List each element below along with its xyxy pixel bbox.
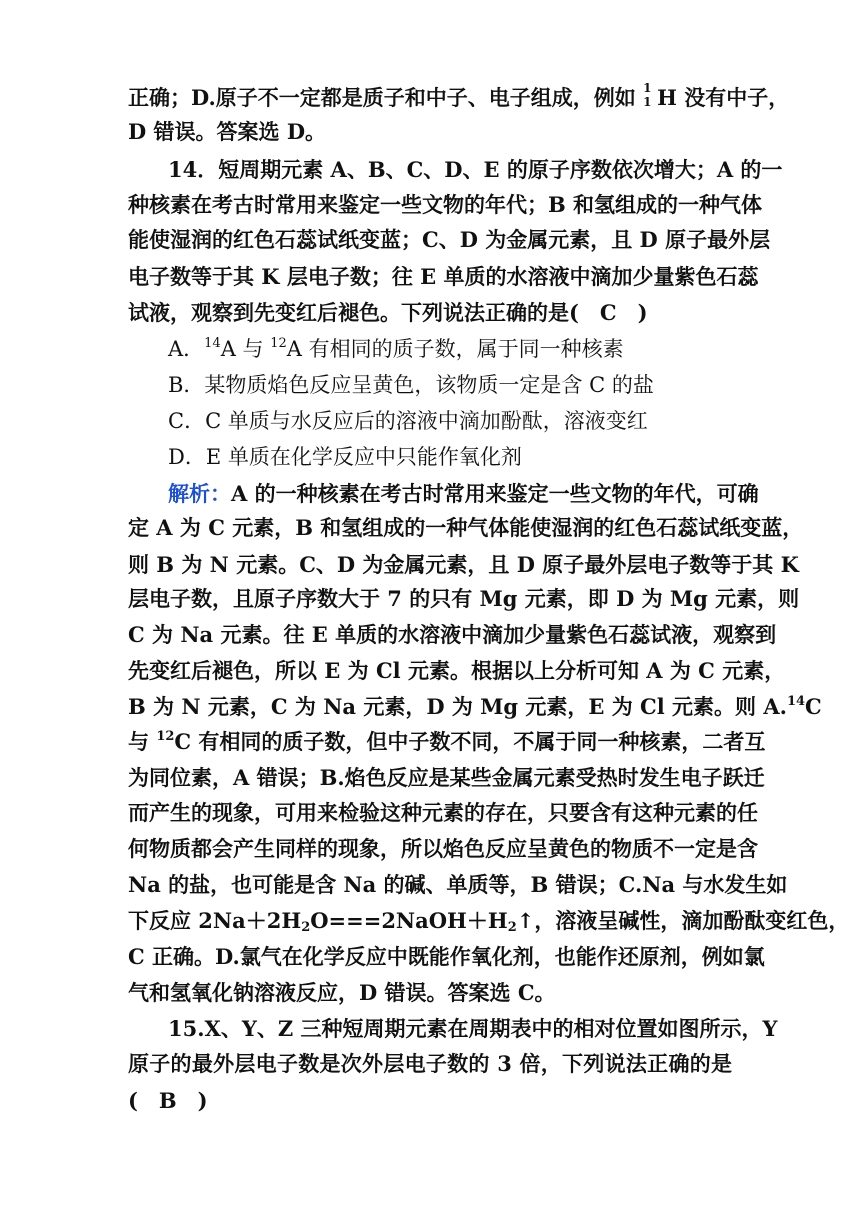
superscript: 12 <box>156 729 175 744</box>
text-segment: O===2NaOH＋H <box>310 908 508 933</box>
atomic-number: 1 <box>643 95 652 109</box>
text-segment: 则 B 为 N 元素。C、D 为金属元素，且 D 原子最外层电子数等于其 K <box>128 552 799 577</box>
text-line <box>128 793 758 833</box>
text-line <box>128 687 822 727</box>
text-segment: ( B ) <box>128 1088 208 1113</box>
text-line <box>128 257 759 297</box>
text-line <box>128 185 763 225</box>
text-segment: 种核素在考古时常用来鉴定一些文物的年代；B 和氢组成的一种气体 <box>128 192 763 217</box>
text-segment: ↑，溶液呈碱性，滴加酚酞变红色， <box>516 908 850 933</box>
superscript: 14 <box>204 336 221 351</box>
mass-number: 1 <box>643 81 652 95</box>
text-line <box>168 150 783 190</box>
text-line <box>168 401 732 441</box>
text-segment: C 为 Na 元素。往 E 单质的水溶液中滴加少量紫色石蕊试液，观察到 <box>128 622 777 647</box>
text-segment: C．C 单质与水反应后的溶液中滴加酚酞，溶液变红 <box>168 409 648 433</box>
text-segment: 与 <box>128 729 157 754</box>
text-segment: H 没有中子， <box>657 85 790 110</box>
text-segment: Na 的盐，也可能是含 Na 的碱、单质等，B 错误；C.Na 与水发生如 <box>128 872 788 897</box>
text-line <box>128 651 786 691</box>
text-segment: B．某物质焰色反应呈黄色，该物质一定是含 C 的盐 <box>168 373 654 397</box>
text-segment: 而产生的现象，可用来检验这种元素的存在，只要含有这种元素的任 <box>128 800 758 825</box>
text-segment: 试液，观察到先变红后褪色。下列说法正确的是( C ) <box>128 300 648 325</box>
text-segment: 何物质都会产生同样的现象，所以焰色反应呈黄色的物质不一定是含 <box>128 836 758 861</box>
text-segment: 层电子数，且原子序数大于 7 的只有 Mg 元素，即 D 为 Mg 元素，则 <box>128 586 800 611</box>
text-line <box>128 722 766 762</box>
text-segment: 下反应 2Na＋2H <box>128 908 302 933</box>
text-segment: C 正确。D.氯气在化学反应中既能作氧化剂，也能作还原剂，例如氯 <box>128 944 765 969</box>
text-segment: 14．短周期元素 A、B、C、D、E 的原子序数依次增大；A 的一 <box>168 157 783 182</box>
text-line <box>128 579 800 619</box>
text-segment: 15.X、Y、Z 三种短周期元素在周期表中的相对位置如图所示，Y <box>168 1016 778 1041</box>
text-line <box>128 937 765 977</box>
subscript: 2 <box>301 920 311 935</box>
text-line <box>128 1044 732 1084</box>
text-line <box>128 1081 732 1121</box>
text-segment: B 为 N 元素，C 为 Na 元素，D 为 Mg 元素，E 为 Cl 元素。则 A. <box>128 694 787 719</box>
text-segment: A 与 <box>220 337 271 361</box>
text-segment: 为同位素，A 错误；B.焰色反应是某些金属元素受热时发生电子跃迁 <box>128 765 765 790</box>
text-segment: 能使湿润的红色石蕊试纸变蓝；C、D 为金属元素，且 D 原子最外层 <box>128 227 771 252</box>
text-segment: 定 A 为 C 元素，B 和氢组成的一种气体能使湿润的红色石蕊试纸变蓝， <box>128 515 804 540</box>
text-segment: D 错误。答案选 D。 <box>128 119 327 144</box>
text-line <box>128 973 732 1013</box>
text-segment: C <box>805 694 822 719</box>
text-line <box>128 508 804 548</box>
text-segment: 先变红后褪色，所以 E 为 Cl 元素。根据以上分析可知 A 为 C 元素， <box>128 658 786 683</box>
isotope-notation <box>643 81 657 109</box>
analysis-label: 解析： <box>168 481 231 506</box>
text-line <box>128 293 732 333</box>
text-line <box>128 758 765 798</box>
text-line <box>168 1009 778 1049</box>
text-segment: A 的一种核素在考古时常用来鉴定一些文物的年代，可确 <box>231 481 759 506</box>
text-line <box>128 112 732 152</box>
text-segment: 电子数等于其 K 层电子数；往 E 单质的水溶液中滴加少量紫色石蕊 <box>128 264 759 289</box>
text-line <box>128 220 771 260</box>
text-segment: A 有相同的质子数，属于同一种核素 <box>286 337 624 361</box>
text-segment: C 有相同的质子数，但中子数不同，不属于同一种核素，二者互 <box>174 729 766 754</box>
text-line <box>128 901 850 941</box>
superscript: 14 <box>786 694 806 709</box>
text-segment: 气和氢氧化钠溶液反应，D 错误。答案选 C。 <box>128 980 556 1005</box>
text-line <box>168 329 732 369</box>
text-segment: D．E 单质在化学反应中只能作氧化剂 <box>168 445 522 469</box>
text-line <box>128 615 777 655</box>
text-line <box>168 437 732 477</box>
text-segment: 原子的最外层电子数是次外层电子数的 3 倍，下列说法正确的是 <box>128 1051 732 1076</box>
text-line <box>128 829 758 869</box>
subscript: 2 <box>507 920 517 935</box>
text-segment: 正确；D.原子不一定都是质子和中子、电子组成，例如 <box>128 85 644 110</box>
text-line <box>128 865 788 905</box>
text-line <box>168 365 732 405</box>
superscript: 12 <box>270 336 287 351</box>
text-segment: A． <box>168 337 205 361</box>
